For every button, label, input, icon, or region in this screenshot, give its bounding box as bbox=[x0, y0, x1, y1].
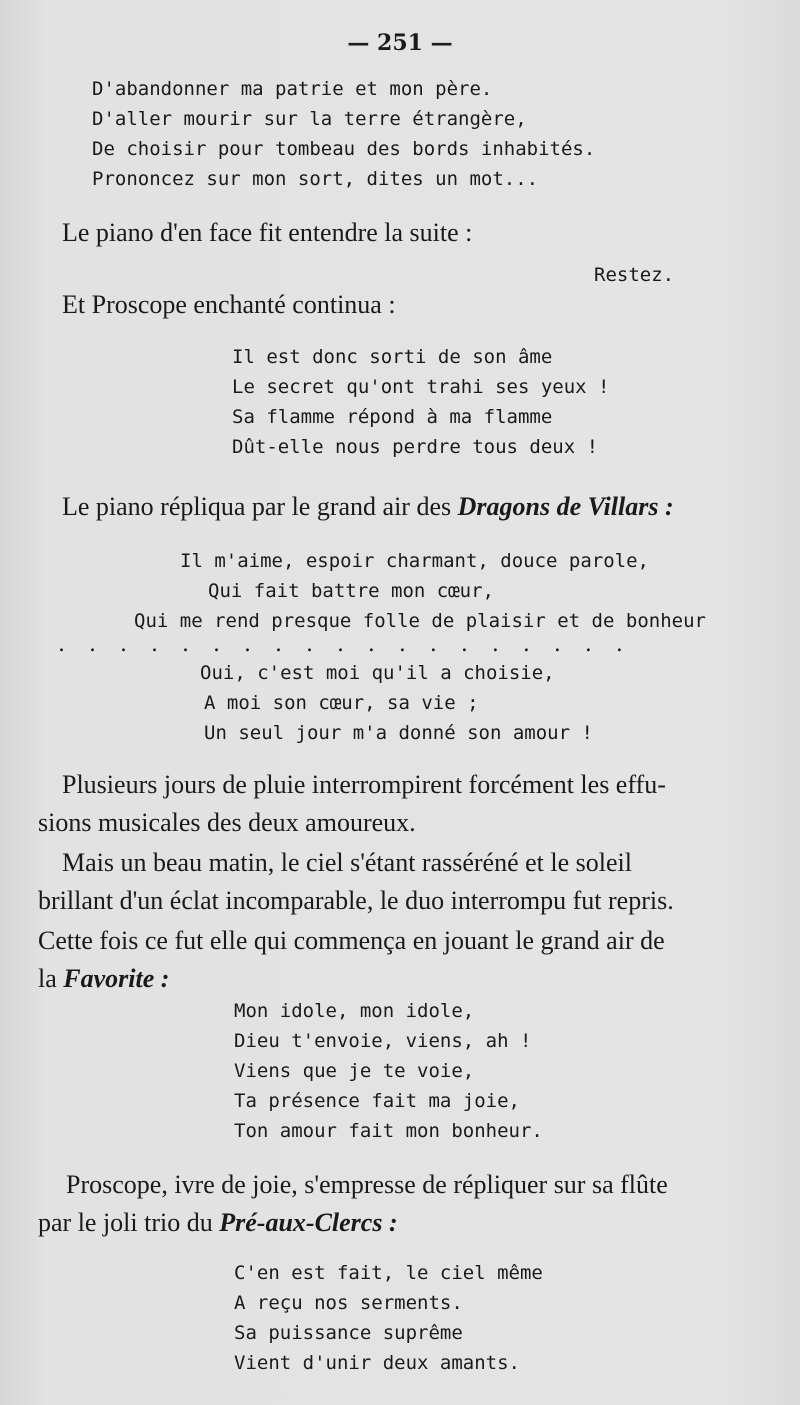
verse-line: Mon idole, mon idole, bbox=[234, 1000, 475, 1022]
verse-line: Il m'aime, espoir charmant, douce parole, bbox=[180, 550, 649, 572]
paragraph-line: Proscope, ivre de joie, s'empresse de répliquer sur sa flûte bbox=[66, 1170, 668, 1199]
work-title: Pré-aux-Clercs : bbox=[219, 1208, 398, 1237]
verse-line: Oui, c'est moi qu'il a choisie, bbox=[200, 662, 555, 684]
verse-line: Ton amour fait mon bonheur. bbox=[234, 1120, 543, 1142]
verse-line: Il est donc sorti de son âme bbox=[232, 346, 553, 368]
paragraph-line: brillant d'un éclat incomparable, le duo interrompu fut repris. bbox=[38, 886, 674, 915]
verse-line: C'en est fait, le ciel même bbox=[234, 1262, 543, 1284]
verse-line: Le secret qu'ont trahi ses yeux ! bbox=[232, 376, 610, 398]
verse-line: Viens que je te voie, bbox=[234, 1060, 475, 1082]
verse-line: Prononcez sur mon sort, dites un mot... bbox=[92, 168, 539, 190]
verse-line: Ta présence fait ma joie, bbox=[234, 1090, 520, 1112]
paragraph-text: par le joli trio du bbox=[38, 1208, 220, 1237]
verse-line: D'abandonner ma patrie et mon père. bbox=[92, 78, 493, 100]
verse-line: Sa flamme répond à ma flamme bbox=[232, 406, 553, 428]
verse-line: Dieu t'envoie, viens, ah ! bbox=[234, 1030, 532, 1052]
work-title: Favorite : bbox=[63, 964, 170, 993]
paragraph-line bbox=[38, 964, 169, 994]
paragraph-line bbox=[38, 1208, 398, 1238]
verse-line: De choisir pour tombeau des bords inhabités. bbox=[92, 138, 596, 160]
verse-line: Dût-elle nous perdre tous deux ! bbox=[232, 436, 599, 458]
verse-line: A reçu nos serments. bbox=[234, 1292, 463, 1314]
paragraph-text: la bbox=[38, 964, 64, 993]
verse-line: D'aller mourir sur la terre étrangère, bbox=[92, 108, 527, 130]
verse-reply: Restez. bbox=[594, 264, 675, 286]
paragraph-text: Le piano répliqua par le grand air des bbox=[62, 492, 458, 521]
paragraph-line: sions musicales des deux amoureux. bbox=[38, 808, 416, 837]
verse-line: Un seul jour m'a donné son amour ! bbox=[204, 722, 593, 744]
paragraph-line: Le piano d'en face fit entendre la suite : bbox=[62, 218, 473, 247]
paragraph-line: Et Proscope enchanté continua : bbox=[62, 290, 396, 319]
verse-line: Qui fait battre mon cœur, bbox=[208, 580, 494, 602]
verse-line: Vient d'unir deux amants. bbox=[234, 1352, 520, 1374]
verse-line: A moi son cœur, sa vie ; bbox=[204, 692, 479, 714]
verse-line: Sa puissance suprême bbox=[234, 1322, 463, 1344]
verse-line: Qui me rend presque folle de plaisir et de bonheur bbox=[134, 610, 706, 632]
page-number: — 251 — bbox=[347, 30, 453, 56]
work-title: Dragons de Villars : bbox=[457, 492, 674, 521]
paragraph-line: Plusieurs jours de pluie interrompirent forcément les effu- bbox=[62, 770, 666, 799]
ellipsis-dots: ................... bbox=[58, 632, 647, 657]
paragraph-line bbox=[62, 492, 674, 522]
paragraph-line: Cette fois ce fut elle qui commença en jouant le grand air de bbox=[38, 926, 665, 955]
paragraph-line: Mais un beau matin, le ciel s'étant rasséréné et le soleil bbox=[62, 848, 632, 877]
